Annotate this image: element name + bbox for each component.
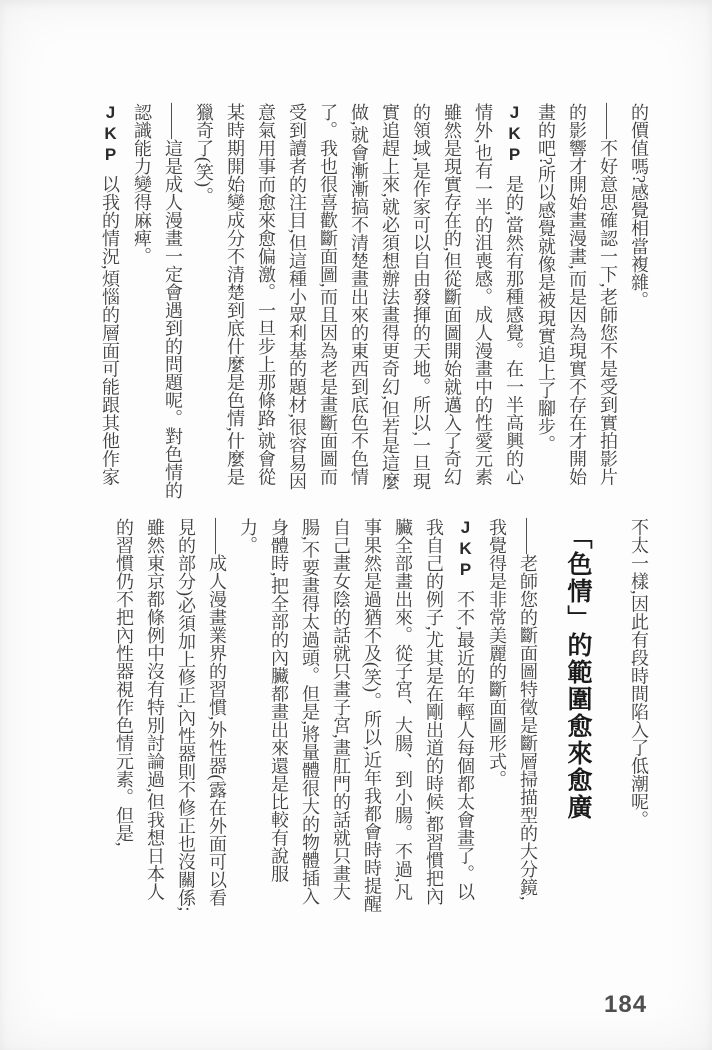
bottom-text-block: [108, 518, 654, 918]
paragraph: [232, 518, 481, 918]
paragraph: [623, 103, 654, 503]
speaker-label: JKP: [505, 103, 524, 166]
paragraph-text: 是的,當然有那種感覺。在一半高興的心情外,也有一半的沮喪感。成人漫畫中的性愛元素雖然是現實存在的,但從斷面圖開始就邁入了奇幻的領域,是作家可以自由發揮的天地。所以,一旦現實追趕上來,就必須想辦法畫得更奇幻,但若是這麼做,就會漸漸搞不清楚畫出來的東西到底色不色情了。我也很喜歡斷面圖,而且因為老是畫斷面圖而受到讀者的注目,但這種小眾利基的題材,很容易因意氣用事而愈來愈偏激。一旦步上那條路,就會從某時期開始變成分不清楚到底什麼是色情,什麼是獵奇了(笑)。: [194, 103, 524, 490]
paragraph-text: 的價值嗎?感覺相當複雜。: [629, 103, 649, 309]
paragraph-text: 以我的情況,煩惱的層面可能跟其他作家: [100, 175, 120, 486]
top-text-block: [94, 103, 654, 503]
paragraph-text: 不太一樣,因此有段時間陷入了低潮呢。: [629, 518, 649, 829]
paragraph-text: ——成人漫畫業界的習慣,外性器(露在外面可以看見的部分)必須加上修正,內性器則不修正也沒關係;雖然東京都條例中沒有特別討論過,但我想日本人的習慣仍不把內性器視作色情元素。但是,: [114, 518, 227, 912]
speaker-label: JKP: [456, 518, 475, 581]
paragraph: [530, 103, 623, 503]
paragraph: [481, 518, 543, 918]
paragraph-text: ——老師您的斷面圖特徵是斷層掃描型的大分鏡,我覺得是非常美麗的斷面圖形式。: [487, 518, 538, 901]
paragraph: [188, 103, 530, 503]
page-number: 184: [604, 991, 648, 1018]
paragraph: [94, 103, 126, 503]
speaker-label: JKP: [101, 103, 120, 166]
paragraph-text: 不不,最近的年輕人每個都太會畫了。以我自己的例子,尤其是在剛出道的時候,都習慣把內臟全部畫出來。從子宮、大腸、到小腸。不過,凡事果然是過猶不及(笑)。所以,近年我都會時時提醒自己畫女陰的話就只畫子宮,畫肛門的話就只畫大腸,不要畫得太過頭。但是,將量體很大的物體插入身體時,把全部的內臟都畫出來還是比較有說服力。: [238, 518, 475, 913]
paragraph: [108, 518, 232, 918]
paragraph-text: ——這是成人漫畫一定會遇到的問題呢。對色情的認識能力變得麻痺。: [132, 103, 183, 499]
paragraph: [126, 103, 188, 503]
section-heading: 「色情」的範圍愈來愈廣: [564, 524, 591, 821]
paragraph-text: ——不好意思確認一下,老師您不是受到實拍影片的影響才開始畫漫畫,而是因為現實不存在才開始畫的吧?所以感覺就像是被現實追上了腳步。: [536, 103, 618, 486]
paragraph: [623, 518, 654, 918]
